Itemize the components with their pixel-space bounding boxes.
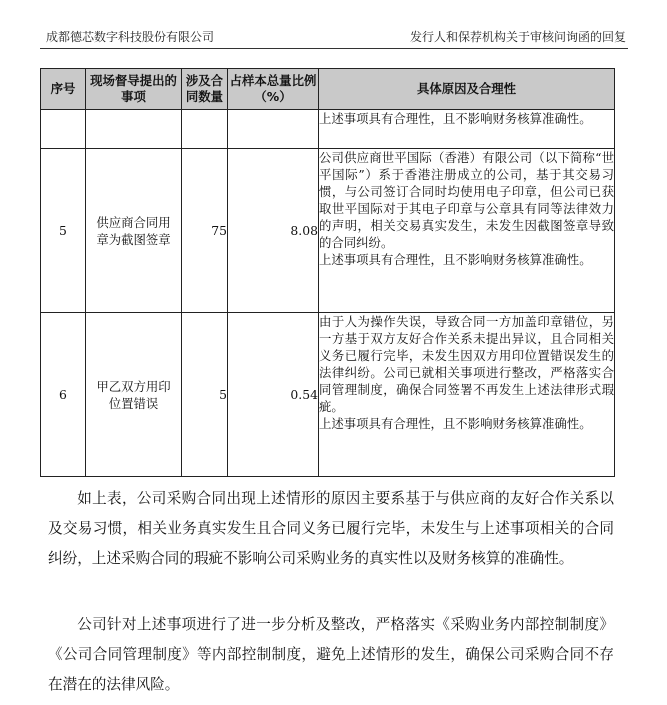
row-issue: 供应商合同用章为截图签章 bbox=[86, 149, 182, 313]
issue-table bbox=[40, 68, 615, 477]
col-header-reason: 具体原因及合理性 bbox=[319, 69, 615, 110]
row-no: 6 bbox=[41, 313, 86, 477]
table-header-row bbox=[41, 69, 615, 110]
body-paragraph: 公司针对上述事项进行了进一步分析及整改，严格落实《采购业务内部控制制度》《公司合同管理制度》等内部控制制度，避免上述情形的发生，确保公司采购合同不存在潜在的法律风险。 bbox=[48, 616, 614, 693]
row-ratio: 8.08 bbox=[228, 149, 319, 313]
row-issue: 甲乙双方用印位置错误 bbox=[86, 313, 182, 477]
body-paragraph: 如上表，公司采购合同出现上述情形的原因主要系基于与供应商的友好合作关系以及交易习惯，相关业务真实发生且合同义务已履行完毕，未发生与上述事项相关的合同纠纷，上述采购合同的瑕疵不影响公司采购业务的真实性以及财务核算的准确性。 bbox=[48, 490, 614, 567]
reason-cell bbox=[319, 313, 615, 477]
reason-text: 上述事项具有合理性，且不影响财务核算准确性。 bbox=[319, 111, 592, 126]
document-title: 发行人和保荐机构关于审核问询函的回复 bbox=[409, 30, 626, 44]
reason-conclusion: 上述事项具有合理性，且不影响财务核算准确性。 bbox=[319, 252, 592, 267]
reason-cell bbox=[319, 149, 615, 313]
company-name: 成都德芯数字科技股份有限公司 bbox=[46, 30, 215, 44]
row-count: 5 bbox=[182, 313, 228, 477]
table-row bbox=[41, 149, 615, 313]
table-row-continued bbox=[41, 110, 615, 149]
col-header-no: 序号 bbox=[41, 69, 86, 110]
col-header-count: 涉及合同数量 bbox=[182, 69, 228, 110]
row-count: 75 bbox=[182, 149, 228, 313]
reason-text: 由于人为操作失误，导致合同一方加盖印章错位，另一方基于双方友好合作关系未提出异议，且合同相关义务已履行完毕，未发生因双方用印位置错误发生的法律纠纷。公司已就相关事项进行整改，严格落实合同管理制度，确保合同签署不再发生上述法律形式瑕疵。 bbox=[319, 314, 614, 414]
row-ratio: 0.54 bbox=[228, 313, 319, 477]
header-rule bbox=[40, 48, 628, 49]
page-header bbox=[40, 28, 628, 46]
col-header-ratio: 占样本总量比例（%） bbox=[228, 69, 319, 110]
reason-conclusion: 上述事项具有合理性，且不影响财务核算准确性。 bbox=[319, 416, 592, 431]
reason-cell bbox=[319, 110, 615, 149]
col-header-issue: 现场督导提出的事项 bbox=[86, 69, 182, 110]
table-row bbox=[41, 313, 615, 477]
reason-text: 公司供应商世平国际（香港）有限公司（以下简称“世平国际”）系于香港注册成立的公司，基于其交易习惯，与公司签订合同时均使用电子印章，但公司已获取世平国际对于其电子印章与公章具有同等法律效力的声明，相关交易真实发生，未发生因截图签章导致的合同纠纷。 bbox=[319, 150, 614, 250]
row-no: 5 bbox=[41, 149, 86, 313]
